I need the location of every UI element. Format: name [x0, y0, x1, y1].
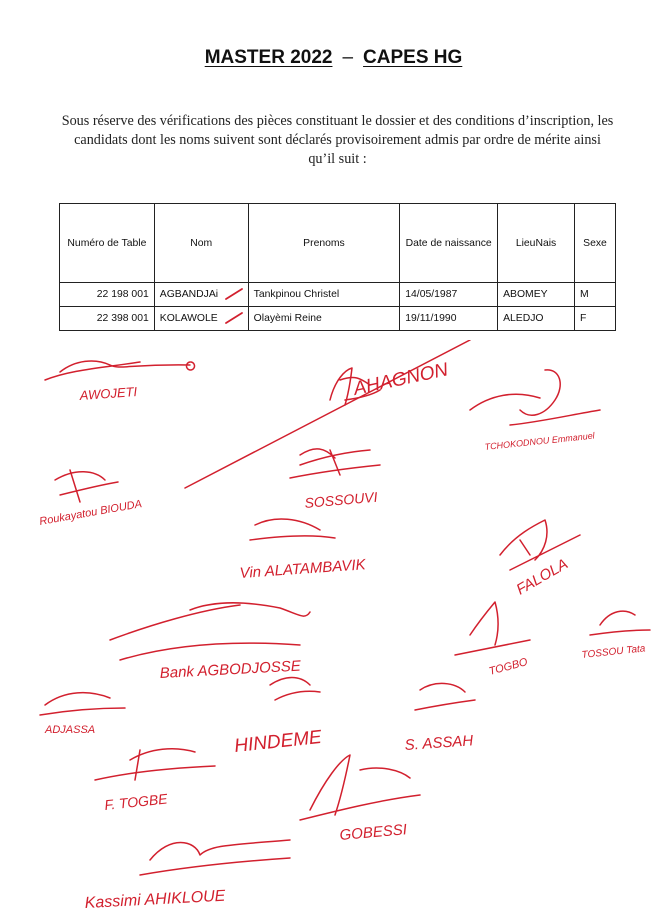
header-sexe: Sexe — [574, 204, 615, 283]
cell-sexe: F — [574, 307, 615, 331]
intro-paragraph: Sous réserve des vérifications des pièces constituant le dossier et des conditions d’inscription, les candidats dont les noms suivent sont déclarés provisoirement admis par ordre de mérite ainsi qu’il suit : — [61, 113, 614, 167]
page-title — [0, 47, 667, 69]
signature-name: F. TOGBE — [103, 790, 169, 813]
signature-stroke — [185, 340, 470, 488]
signature-scribble — [55, 470, 118, 502]
title-master: MASTER 2022 — [204, 47, 333, 68]
signature-scribble — [140, 840, 290, 875]
red-check-mark-icon — [224, 287, 244, 301]
results-table — [59, 203, 616, 331]
signature-name: Kassimi AHIKLOUE — [84, 887, 226, 912]
signature-name: TOSSOU Tata — [581, 643, 646, 661]
signature-scribble — [500, 520, 580, 570]
signature-name: Bank AGBODJOSSE — [159, 657, 302, 682]
cell-nom — [154, 283, 248, 307]
cell-nom-text: AGBANDJAi — [159, 289, 219, 300]
signature-scribble — [590, 611, 650, 635]
signature-scribble — [470, 370, 600, 425]
cell-nom — [154, 307, 248, 331]
cell-sexe: M — [574, 283, 615, 307]
signature-scribble — [250, 519, 335, 540]
signature-scribble — [290, 449, 380, 478]
header-date-naissance: Date de naissance — [400, 204, 498, 283]
title-capes: CAPES HG — [363, 47, 463, 68]
cell-numero: 22 198 001 — [60, 283, 155, 307]
cell-nom-text: KOLAWOLE — [159, 313, 218, 324]
signature-name: AWOJETI — [79, 384, 138, 403]
cell-date-naissance: 14/05/1987 — [400, 283, 498, 307]
signature-scribble — [45, 361, 195, 380]
cell-lieu-naissance: ABOMEY — [498, 283, 575, 307]
signature-name: S. ASSAH — [404, 732, 474, 754]
header-numero-table: Numéro de Table — [60, 204, 155, 283]
signatures-area — [0, 340, 667, 918]
signature-name: GOBESSI — [338, 821, 408, 844]
cell-date-naissance: 19/11/1990 — [400, 307, 498, 331]
signature-name: ADJASSA — [45, 724, 96, 736]
signature-scribble — [110, 603, 310, 660]
signature-name: FALOLA — [513, 555, 571, 599]
signature-scribble — [455, 602, 530, 655]
title-separator: – — [342, 47, 354, 68]
signature-name: SOSSOUVI — [303, 488, 379, 511]
signature-name: AHAGNON — [351, 359, 451, 400]
cell-prenoms: Olayèmi Reine — [248, 307, 400, 331]
red-check-mark-icon — [224, 311, 244, 325]
cell-lieu-naissance: ALEDJO — [498, 307, 575, 331]
signature-scribble — [40, 693, 125, 715]
signature-name: HINDEME — [233, 726, 323, 757]
signature-scribble — [270, 678, 320, 701]
cell-prenoms: Tankpinou Christel — [248, 283, 400, 307]
table-header-row — [60, 204, 616, 283]
cell-numero: 22 398 001 — [60, 307, 155, 331]
signature-name: TOGBO — [487, 656, 529, 678]
signature-scribble — [95, 749, 215, 780]
table-row — [60, 283, 616, 307]
signature-scribble — [300, 755, 420, 820]
signature-scribble — [415, 683, 475, 710]
table-row — [60, 307, 616, 331]
signature-name: Roukayatou BIOUDA — [38, 498, 143, 528]
signature-name: Vin ALATAMBAVIK — [239, 556, 367, 582]
signature-name: TCHOKODNOU Emmanuel — [484, 430, 596, 452]
header-lieu-naissance: LieuNais — [498, 204, 575, 283]
header-nom: Nom — [154, 204, 248, 283]
header-prenoms: Prenoms — [248, 204, 400, 283]
